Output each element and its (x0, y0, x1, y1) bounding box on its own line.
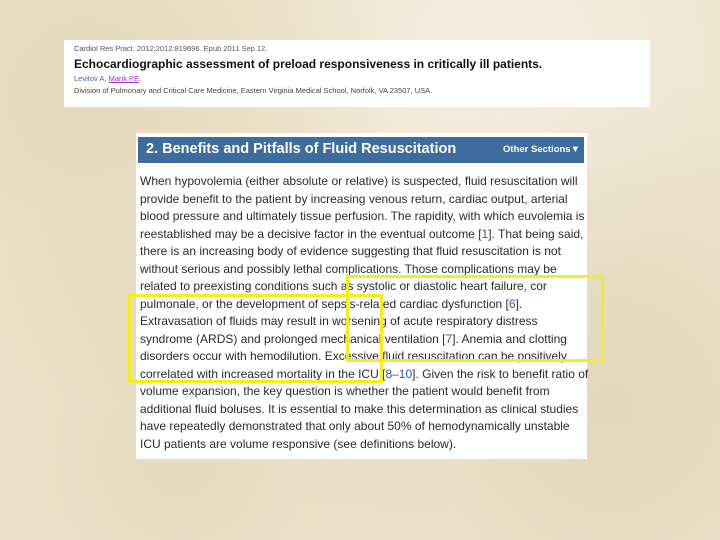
line-text: there is an increasing body of evidence suggesting that fluid resuscitation is not (140, 244, 561, 258)
text-line (140, 278, 580, 296)
section-title: 2. Benefits and Pitfalls of Fluid Resuscitation (146, 141, 457, 157)
line-text: without serious and possibly lethal complications. Those complications may be (140, 261, 557, 276)
text-line (140, 366, 589, 384)
citation-card (64, 40, 650, 107)
author-separator: , (104, 74, 109, 83)
text-line (140, 313, 580, 331)
line-text-after-ref: ]. (515, 296, 523, 311)
text-line (140, 401, 580, 419)
reference-link[interactable]: 7 (445, 331, 453, 346)
line-text: Extravasation of fluids may result in worsening of acute respiratory distress (140, 314, 538, 328)
text-line (140, 191, 580, 209)
text-line (140, 173, 580, 191)
text-line (140, 243, 580, 261)
line-text: additional fluid boluses. It is essential to make this determination as clinical studies (140, 401, 579, 416)
text-line (140, 383, 580, 401)
text-line (140, 296, 580, 314)
author-link-marik[interactable]: Marik PE (108, 74, 140, 83)
other-sections-dropdown[interactable] (503, 144, 580, 155)
text-line (140, 331, 580, 349)
section-header (138, 137, 584, 163)
author-affiliation: Division of Pulmonary and Critical Care Medicine, Eastern Virginia Medical School, Norfolk, VA 23507, USA. (74, 86, 433, 95)
section-body-text (140, 173, 589, 453)
line-text: reestablished may be a decisive factor in the eventual outcome [ (140, 226, 482, 241)
line-text: volume expansion, the key question is whether the patient would benefit from (140, 384, 550, 398)
line-text-after-ref: ]. Anemia and clotting (452, 331, 567, 346)
article-title: Echocardiographic assessment of preload responsiveness in critically ill patients. (74, 57, 543, 71)
reference-link[interactable]: 8–10 (385, 366, 413, 381)
reference-link[interactable]: 6 (508, 296, 516, 311)
author-list-end: . (139, 74, 142, 83)
text-line (140, 261, 580, 279)
author-list (74, 74, 640, 84)
text-line (140, 418, 580, 436)
text-line (140, 436, 580, 454)
line-text: provide benefit to the patient by increasing venous return, cardiac output, arterial (140, 191, 568, 206)
line-text: ICU patients are volume responsive (see definitions below). (140, 436, 457, 451)
line-text: pulmonale, or the development of sepsis-related cardiac dysfunction [ (140, 296, 509, 311)
line-text: syndrome (ARDS) and prolonged mechanical ventilation [ (140, 331, 446, 346)
author-link-levitov[interactable]: Levitov A (74, 74, 105, 83)
text-line (140, 226, 584, 244)
article-excerpt (136, 133, 587, 459)
line-text: related to preexisting conditions such as systolic or diastolic heart failure, cor (140, 279, 547, 293)
line-text: correlated with increased mortality in the ICU [ (140, 366, 386, 381)
line-text: disorders occur with hemodilution. Excessive fluid resuscitation can be positively (140, 349, 567, 363)
citation-reference: Cardiol Res Pract. 2012;2012:819696. Epub 2011 Sep 12. (74, 44, 268, 53)
text-line (140, 348, 580, 366)
line-text-after-ref: ]. That being said, (488, 226, 584, 241)
text-line (140, 208, 585, 226)
other-sections-label: Other Sections (503, 144, 571, 155)
reference-link[interactable]: 1 (481, 226, 489, 241)
line-text: blood pressure and ultimately tissue perfusion. The rapidity, with which euvolemia is (140, 209, 585, 223)
triangle-down-icon: ▼ (570, 144, 580, 155)
line-text: When hypovolemia (either absolute or relative) is suspected, fluid resuscitation will (140, 174, 578, 188)
line-text: have repeatedly demonstrated that only about 50% of hemodynamically unstable (140, 419, 570, 433)
line-text-after-ref: ]. Given the risk to benefit ratio of (412, 366, 589, 381)
